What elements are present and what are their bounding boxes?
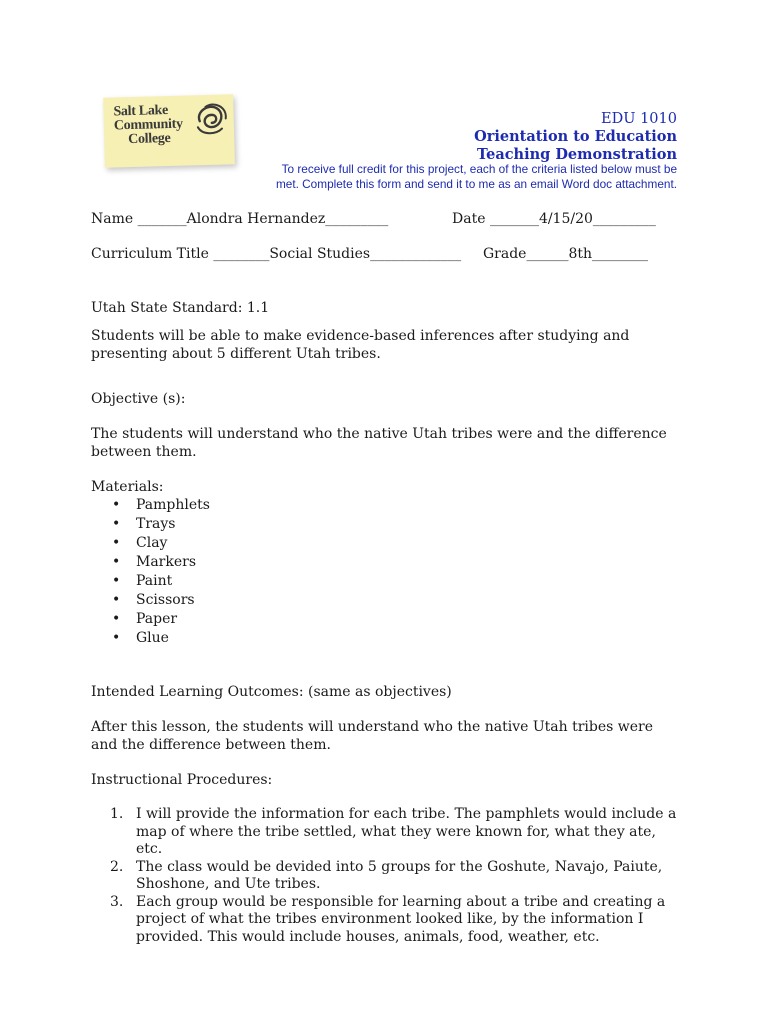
outcomes-text: After this lesson, the students will understand who the native Utah tribes were and the difference between them. (91, 719, 654, 753)
item-text: Each group would be responsible for learning about a tribe and creating a project of what the tribes environment looked like, by the information I provided. This would include houses, animals, food, weather, etc. (136, 893, 666, 945)
item-number: 1. (110, 806, 124, 822)
logo-line-2: Community (113, 116, 183, 134)
list-item: • Trays (108, 515, 210, 534)
date-value: _______4/15/20_________ (489, 211, 656, 227)
procedures-list (108, 806, 680, 946)
grade-value: ______8th________ (526, 246, 649, 262)
item-text: The class would be devided into 5 groups for the Goshute, Navajo, Paiute, Shoshone, and Ute tribes. (136, 858, 663, 892)
item-text: I will provide the information for each tribe. The pamphlets would include a map of where the tribe settled, what they were known for, what they ate, etc. (136, 806, 677, 857)
procedures-heading: Instructional Procedures: (91, 772, 273, 788)
objective-text: The students will understand who the native Utah tribes were and the difference between them. (91, 426, 667, 460)
name-label: Name (91, 211, 134, 227)
materials-heading: Materials: (91, 479, 164, 495)
standard-text: Students will be able to make evidence-based inferences after studying and presenting about 5 different Utah tribes. (91, 328, 630, 362)
name-value: _______Alondra Hernandez_________ (137, 211, 389, 227)
list-item: • Scissors (108, 591, 210, 610)
logo-line-1: Salt Lake (113, 103, 169, 120)
course-title: Orientation to Education (474, 128, 677, 145)
materials-list (108, 496, 210, 648)
standard-heading: Utah State Standard: 1.1 (91, 300, 270, 316)
note-line-2: met. Complete this form and send it to me as an email Word doc attachment. (275, 177, 677, 191)
item-number: 2. (110, 858, 124, 875)
grade-label: Grade (483, 246, 527, 262)
list-item: • Clay (108, 534, 210, 553)
instructions-note (237, 162, 677, 192)
assignment-title: Teaching Demonstration (476, 146, 677, 163)
logo-wordmark (113, 103, 194, 147)
curriculum-field (91, 246, 461, 262)
list-item: • Glue (108, 629, 210, 648)
logo-swirl-icon (191, 100, 230, 137)
course-code: EDU 1010 (601, 111, 677, 127)
list-item (108, 894, 680, 947)
item-number: 3. (110, 893, 124, 910)
name-field (91, 211, 388, 227)
note-line-1: To receive full credit for this project, each of the criteria listed below must be (281, 162, 677, 176)
list-item (108, 859, 680, 894)
list-item: • Paint (108, 572, 210, 591)
curriculum-label: Curriculum Title (91, 246, 209, 262)
curriculum-value: ________Social Studies_____________ (213, 246, 462, 262)
objective-heading: Objective (s): (91, 391, 186, 407)
list-item: • Pamphlets (108, 496, 210, 515)
logo-line-3: College (128, 130, 171, 148)
list-item: • Markers (108, 553, 210, 572)
list-item: • Paper (108, 610, 210, 629)
course-header (474, 110, 677, 164)
date-label: Date (452, 211, 486, 227)
college-logo (103, 94, 235, 167)
outcomes-heading: Intended Learning Outcomes: (same as objectives) (91, 684, 452, 700)
grade-field (483, 246, 648, 262)
list-item (108, 806, 680, 859)
date-field (452, 211, 656, 227)
